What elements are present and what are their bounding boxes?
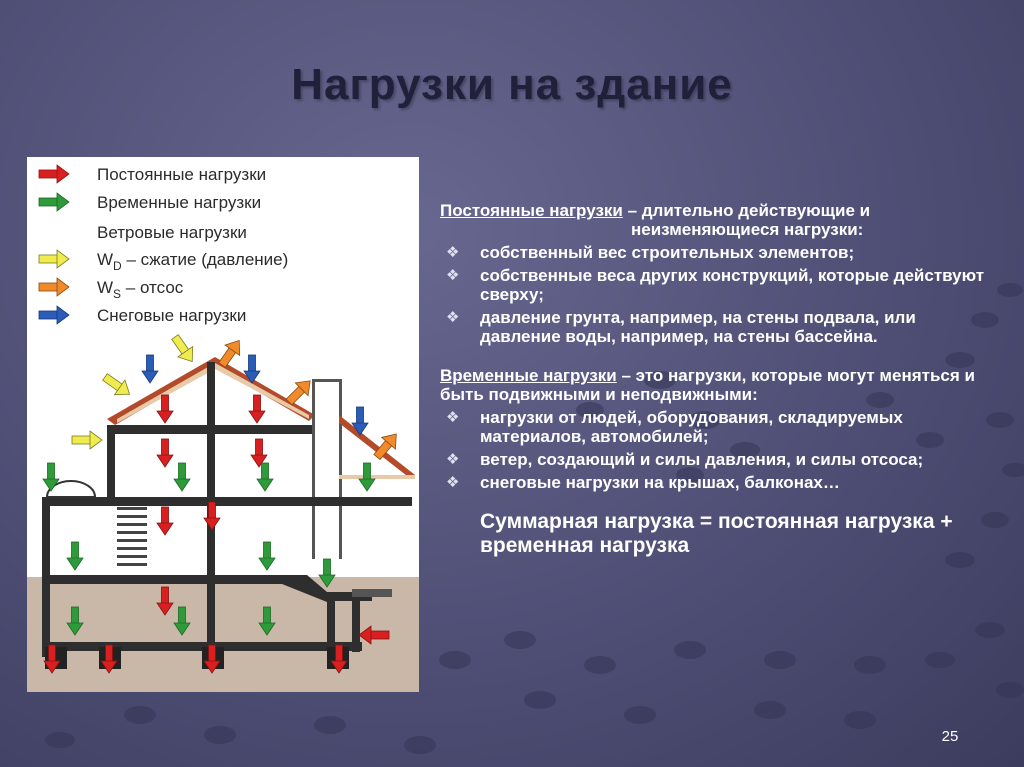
temporary-definition bbox=[440, 366, 1000, 404]
legend-permanent-label: Постоянные нагрузки bbox=[97, 165, 267, 184]
permanent-definition bbox=[440, 201, 1000, 239]
list-item: ❖ ветер, создающий и силы давления, и силы отсоса; bbox=[446, 450, 924, 469]
building-loads-diagram bbox=[27, 157, 419, 692]
legend-temporary-arrow-icon bbox=[39, 193, 69, 211]
legend-wind-suction-arrow-icon bbox=[39, 278, 69, 296]
permanent-definition-line2: неизменяющиеся нагрузки: bbox=[631, 220, 864, 239]
legend-permanent-arrow-icon bbox=[39, 165, 69, 183]
legend-snow-label: Снеговые нагрузки bbox=[97, 306, 247, 325]
summary-formula: Суммарная нагрузка = постоянная нагрузка + временная нагрузка bbox=[480, 510, 953, 557]
slide-title: Нагрузки на здание bbox=[291, 60, 733, 109]
list-item: ❖ собственные веса других конструкций, которые действуют сверху; bbox=[446, 266, 985, 304]
slide-body bbox=[440, 201, 1000, 558]
list-item: ❖ давление грунта, например, на стены подвала, или давление воды, например, на стены бассейна. bbox=[446, 308, 916, 346]
diamond-bullet-icon: ❖ bbox=[446, 267, 460, 284]
diamond-bullet-icon: ❖ bbox=[446, 309, 460, 326]
diamond-bullet-icon: ❖ bbox=[446, 474, 460, 491]
list-item: ❖ собственный вес строительных элементов; bbox=[446, 243, 855, 262]
legend-snow-arrow-icon bbox=[39, 306, 69, 324]
diamond-bullet-icon: ❖ bbox=[446, 244, 460, 261]
temporary-list bbox=[440, 408, 1000, 492]
diamond-bullet-icon: ❖ bbox=[446, 451, 460, 468]
legend-wind-pressure-label: $W_D$ – сжатие (давление) bbox=[97, 250, 289, 273]
permanent-term: Постоянные нагрузки bbox=[440, 201, 623, 220]
list-item: ❖ нагрузки от людей, оборудования, складируемых материалов, автомобилей; bbox=[446, 408, 903, 446]
temporary-definition-text: – это нагрузки, которые могут меняться и быть подвижными и неподвижными: bbox=[440, 366, 975, 404]
diamond-bullet-icon: ❖ bbox=[446, 409, 460, 426]
legend bbox=[39, 165, 288, 325]
temporary-term: Временные нагрузки bbox=[440, 366, 617, 385]
legend-wind-pressure-arrow-icon bbox=[39, 250, 69, 268]
legend-wind-label: Ветровые нагрузки bbox=[97, 223, 247, 242]
permanent-list bbox=[440, 243, 1000, 346]
legend-wind-suction-label: $W_S$ – отсос bbox=[97, 278, 184, 301]
legend-temporary-label: Временные нагрузки bbox=[97, 193, 262, 212]
page-number: 25 bbox=[941, 728, 959, 745]
building-diagram-svg bbox=[27, 157, 419, 692]
permanent-definition-line1: – длительно действующие и bbox=[622, 201, 871, 220]
list-item: ❖ снеговые нагрузки на крышах, балконах… bbox=[446, 473, 840, 492]
